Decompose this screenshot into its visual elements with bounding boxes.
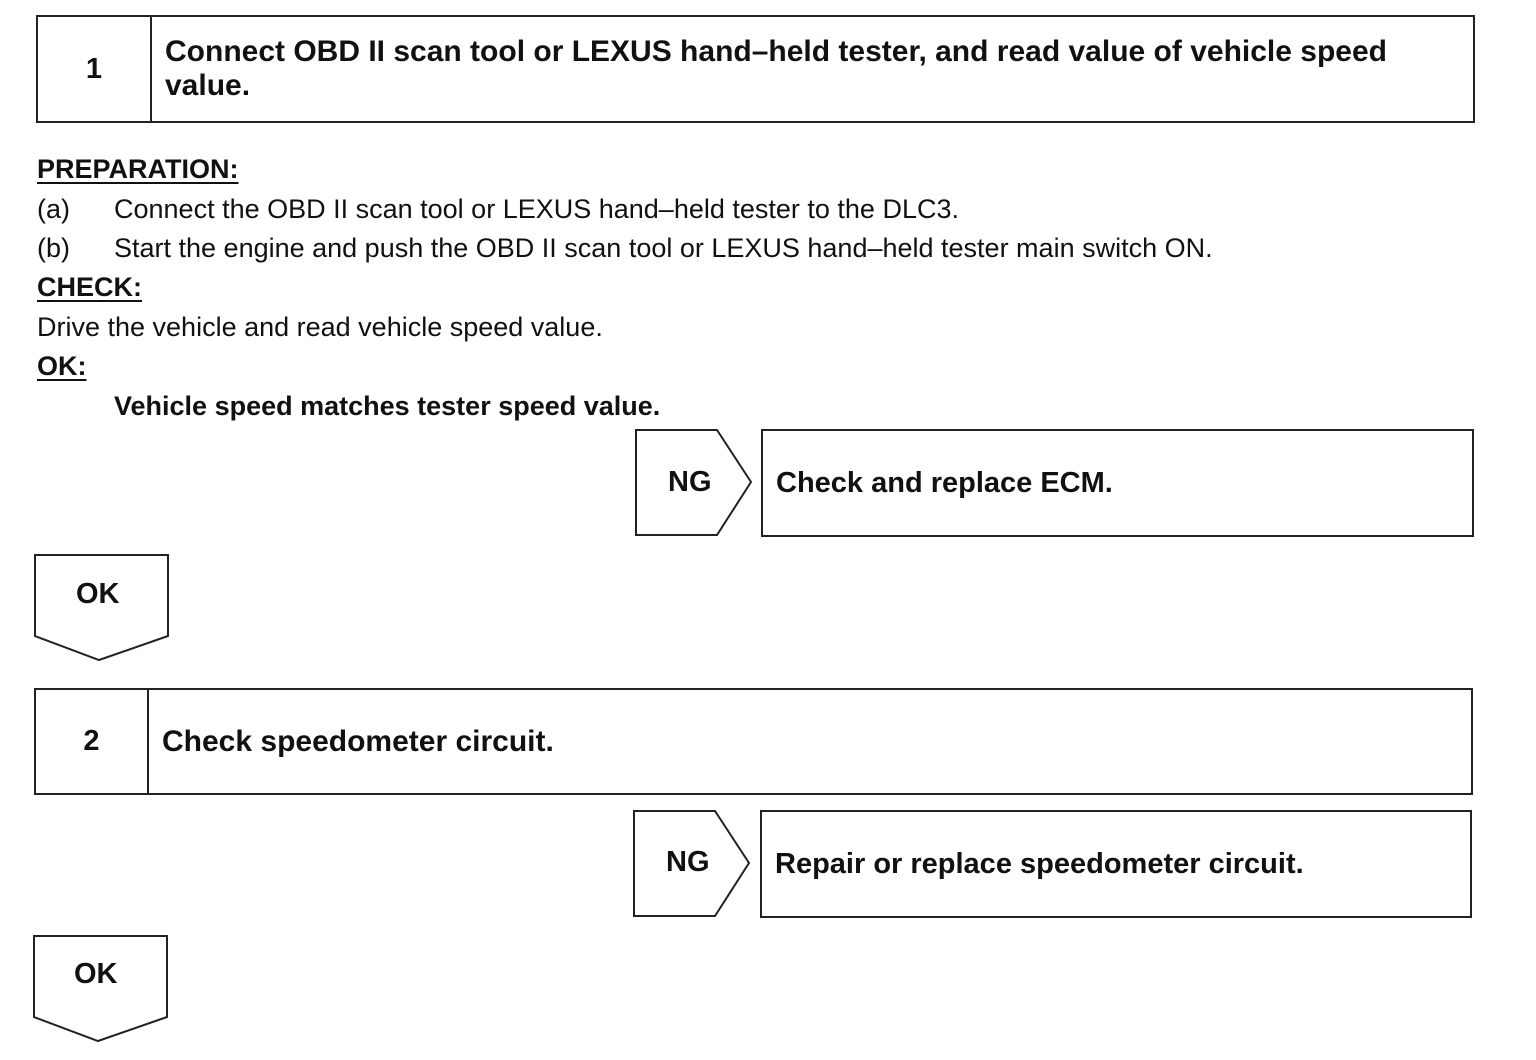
ng-action-1-text: Check and replace ECM.: [776, 466, 1113, 499]
preparation-item-a-marker: (a): [37, 194, 70, 224]
ok-spec-text: Vehicle speed matches tester speed value.: [114, 391, 661, 421]
step-1-number: 1: [38, 17, 152, 121]
step-2-title: Check speedometer circuit.: [162, 724, 554, 758]
ng-action-2-box: [760, 810, 1472, 918]
step-1-box: [36, 15, 1475, 123]
ok-label-2: OK: [74, 958, 118, 990]
ng-action-1-box: [761, 429, 1474, 537]
ok-label-1: OK: [76, 578, 120, 610]
step-1-title: Connect OBD II scan tool or LEXUS hand–held tester, and read value of vehicle speed value.: [165, 35, 1387, 102]
check-text: Drive the vehicle and read vehicle speed value.: [37, 312, 603, 342]
check-heading: CHECK:: [37, 272, 142, 302]
preparation-heading: PREPARATION:: [37, 154, 239, 184]
step-2-box: [34, 688, 1473, 795]
preparation-item-b-text: Start the engine and push the OBD II scan tool or LEXUS hand–held tester main switch ON.: [114, 233, 1213, 263]
ng-label-1: NG: [668, 466, 712, 498]
preparation-item-b-marker: (b): [37, 233, 70, 263]
step-2-number: 2: [36, 690, 149, 793]
ng-label-2: NG: [666, 846, 710, 878]
preparation-item-a-text: Connect the OBD II scan tool or LEXUS hand–held tester to the DLC3.: [114, 194, 959, 224]
ng-action-2-text: Repair or replace speedometer circuit.: [775, 847, 1304, 880]
ok-heading: OK:: [37, 351, 87, 381]
